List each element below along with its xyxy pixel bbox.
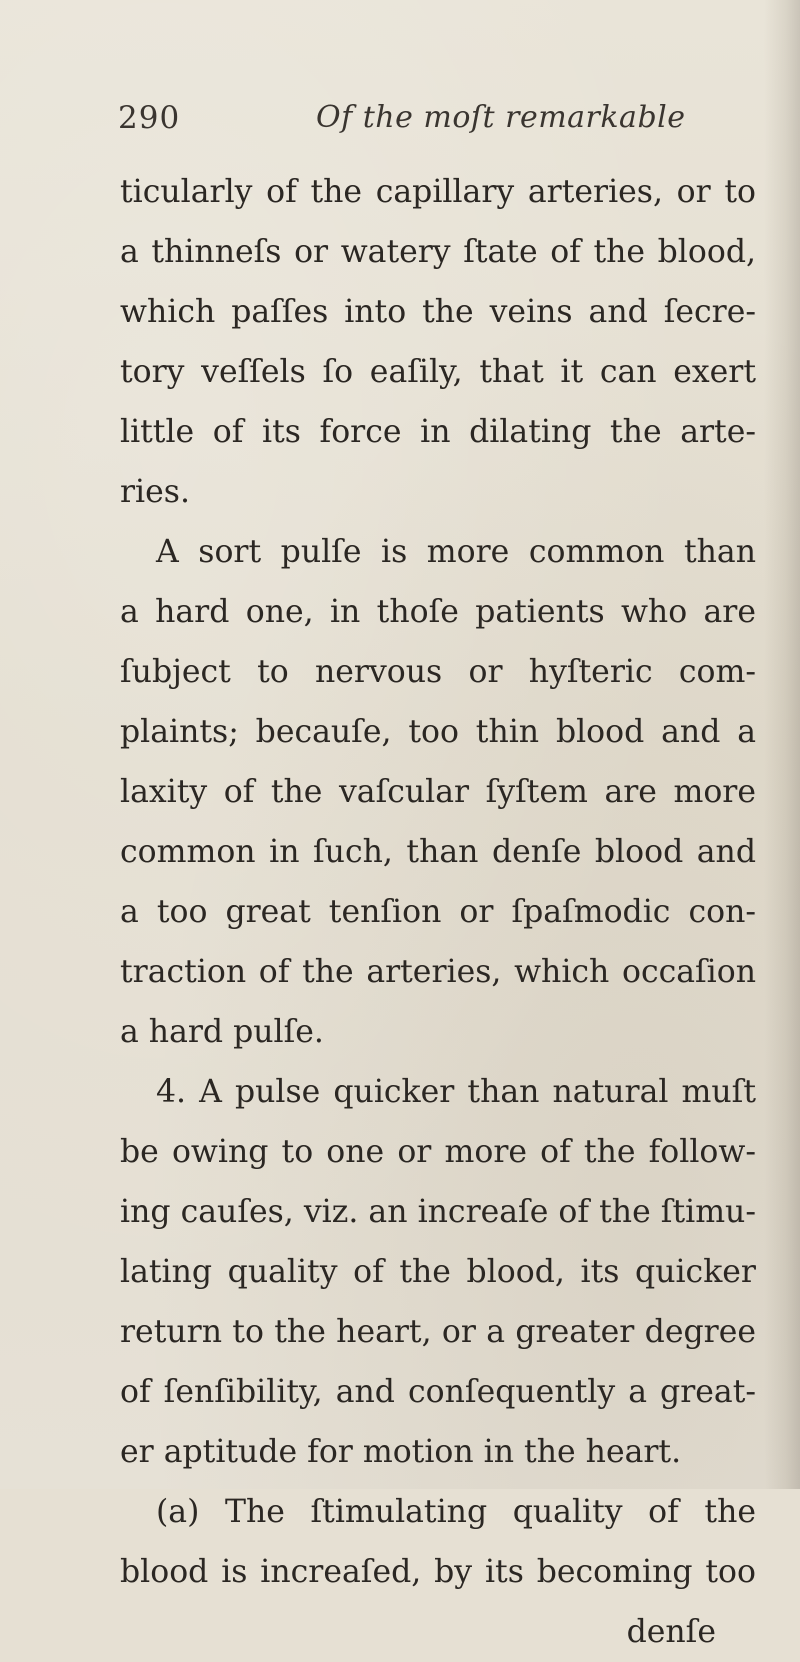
text-line: be owing to one or more of the follow- <box>120 1134 756 1170</box>
text-line: of ſenſibility, and conſequently a great- <box>120 1374 756 1410</box>
paragraph-start: 4. A pulse quicker than natural muſt <box>156 1074 756 1110</box>
text-line: plaints; becauſe, too thin blood and a <box>120 714 756 750</box>
paragraph-start: A sort pulſe is more common than <box>156 534 756 570</box>
page-header <box>118 100 758 144</box>
catchword: denſe <box>626 1614 716 1650</box>
body-text <box>120 162 756 1662</box>
text-line: a hard one, in thoſe patients who are <box>120 594 756 630</box>
text-line: ſubject to nervous or hyſteric com- <box>120 654 756 690</box>
page-number: 290 <box>118 100 181 136</box>
text-line: a hard pulſe. <box>120 1014 324 1050</box>
text-line: return to the heart, or a greater degree <box>120 1314 756 1350</box>
page-gutter-shadow <box>764 0 800 1489</box>
text-line: common in ſuch, than denſe blood and <box>120 834 756 870</box>
text-line: er aptitude for motion in the heart. <box>120 1434 682 1470</box>
paragraph-start: (a) The ſtimulating quality of the <box>156 1494 756 1530</box>
text-line: a too great tenſion or ſpaſmodic con- <box>120 894 756 930</box>
text-line: ing cauſes, viz. an increaſe of the ſtimu- <box>120 1194 756 1230</box>
text-line: blood is increaſed, by its becoming too <box>120 1554 756 1590</box>
text-line: traction of the arteries, which occaſion <box>120 954 756 990</box>
text-line: a thinneſs or watery ſtate of the blood, <box>120 234 756 270</box>
text-line: ticularly of the capillary arteries, or to <box>120 174 756 210</box>
text-line: which paſſes into the veins and ſecre- <box>120 294 756 330</box>
text-line: little of its force in dilating the arte- <box>120 414 756 450</box>
running-title: Of the moſt remarkable <box>316 100 686 135</box>
text-line: ries. <box>120 474 190 510</box>
text-line: laxity of the vaſcular ſyſtem are more <box>120 774 756 810</box>
text-line: lating quality of the blood, its quicker <box>120 1254 756 1290</box>
text-line: tory veſſels ſo eaſily, that it can exert <box>120 354 756 390</box>
